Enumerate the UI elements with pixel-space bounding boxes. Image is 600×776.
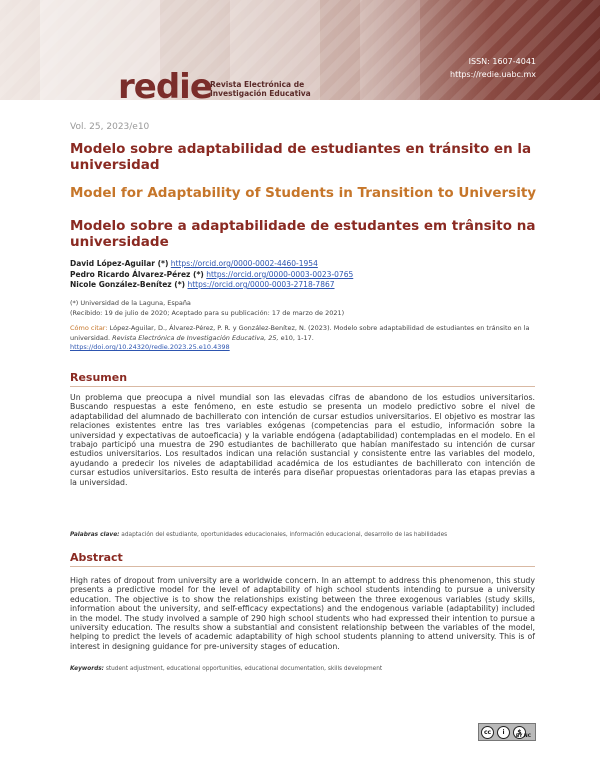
noncommercial-icon: $ [513, 726, 526, 739]
citation-block [70, 324, 535, 353]
keywords-label: Palabras clave: [70, 532, 120, 538]
doi-link[interactable]: https://doi.org/10.24320/redie.2023.25.e10.4398 [70, 343, 230, 351]
journal-logo: redie [118, 67, 212, 100]
journal-url[interactable]: https://redie.uabc.mx [450, 70, 536, 79]
keywords-label: Keywords: [70, 666, 104, 672]
affiliation: (*) Universidad de la Laguna, España [70, 299, 191, 307]
title-spanish: Modelo sobre adaptabilidad de estudiantes en tránsito en la universidad [70, 141, 532, 173]
title-english: Model for Adaptability of Students in Transition to University [70, 185, 537, 201]
keywords-es [70, 531, 535, 539]
cite-pages: e10, 1-17. [280, 333, 314, 342]
keywords-values: adaptación del estudiante, oportunidades educacionales, información educacional, desarrollo de las habilidades [121, 532, 448, 538]
title-portuguese: Modelo sobre a adaptabilidade de estudantes em trânsito na universidade [70, 218, 536, 250]
volume-label: Vol. 25, 2023/e10 [70, 122, 150, 132]
orcid-link[interactable]: https://orcid.org/0000-0003-0023-0765 [206, 269, 354, 279]
journal-logo-subtitle: Revista Electrónica de Investigación Educativa [210, 80, 311, 98]
attribution-icon: i [497, 726, 510, 739]
keywords-values: student adjustment, educational opportunities, educational documentation, skills development [105, 666, 383, 672]
creative-commons-badge[interactable] [478, 723, 536, 741]
dates: (Recibido: 19 de julio de 2020; Aceptado para su publicación: 17 de marzo de 2021) [70, 308, 345, 317]
journal-banner [0, 0, 600, 100]
issn: ISSN: 1607-4041 [468, 57, 536, 66]
abstract-body: High rates of dropout from university are a worldwide concern. In an attempt to address this phenomenon, this study presents a predictive model for the level of adaptability of high school students intending to pursue a university education. The objective is to show the relationships existing between the three exogenous variables (study skills, information about the university, and self-efficacy expectations) and the endogenous variable (adaptability) included in the model. The study involved a sample of 290 high school students who had expressed their intention to pursue a university education. The results show a substantial and consistent relationship between the variables of the model, helping to predict the levels of academic adaptability of high school students planning to attend university. This is of interest in designing guidance for pre-university stages of education. [70, 576, 535, 651]
cite-text: López-Aguilar, D., Álvarez-Pérez, P. R. y González-Benítez, N. (2023). Modelo sobre adaptabilidad de estudiantes en tránsito en la universidad. [70, 324, 530, 342]
resumen-body: Un problema que preocupa a nivel mundial son las elevadas cifras de abandono de los estudios universitarios. Buscando respuestas a este fenómeno, en este estudio se presenta un modelo predictivo sobre el nivel de adaptabilidad del alumnado de bachillerato con intención de cursar estudios universitarios. El objetivo es mostrar las relaciones existentes entre las tres variables exógenas (competencias para el estudio, información sobre la universidad y expectativas de autoeficacia) y la variable endógena (adaptabilidad) contempladas en el modelo. En el trabajo participó una muestra de 290 estudiantes de bachillerato que habían manifestado su intención de cursar estudios universitarios. Los resultados indican una relación sustancial y consistente entre las variables del modelo, ayudando a predecir los niveles de adaptabilidad académica de los estudiantes de bachillerato con intención de cursar estudios universitarios. Esto resulta de interés para diseñar propuestas orientadoras para las etapas previas a la universidad. [70, 393, 535, 487]
orcid-link[interactable]: https://orcid.org/0000-0002-4460-1954 [170, 259, 318, 268]
journal-issn-block [450, 55, 536, 81]
cc-icon: cc [481, 726, 494, 739]
resumen-heading: Resumen [70, 371, 535, 387]
author-line [70, 259, 353, 270]
cite-journal: Revista Electrónica de Investigación Educativa, 25, [112, 333, 279, 342]
orcid-link[interactable]: https://orcid.org/0000-0003-2718-7867 [187, 280, 335, 289]
cite-label: Cómo citar: [70, 324, 108, 332]
license-label: BY NC [515, 734, 531, 739]
author-name: Nicole González-Benítez (*) [70, 280, 186, 289]
author-line [70, 270, 353, 281]
author-name: Pedro Ricardo Álvarez-Pérez (*) [70, 269, 204, 279]
affiliation-block [70, 299, 344, 318]
keywords-en [70, 665, 535, 673]
author-line [70, 280, 353, 291]
author-list [70, 259, 353, 291]
banner-stripe [360, 0, 420, 100]
author-name: David López-Aguilar (*) [70, 259, 169, 268]
abstract-heading: Abstract [70, 551, 535, 567]
